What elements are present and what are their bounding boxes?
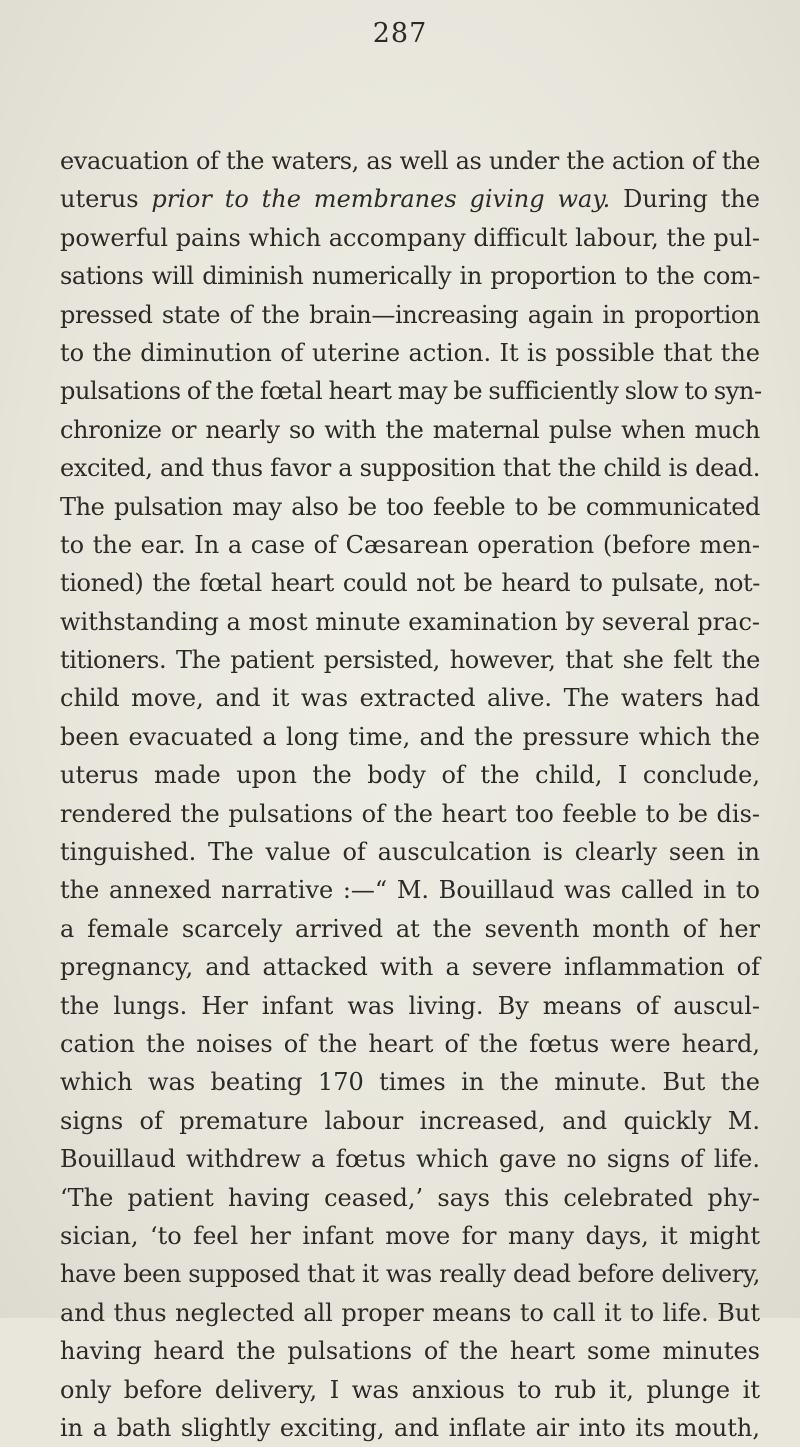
text-line: excited, and thus favor a supposition that the child is dead. <box>60 454 760 483</box>
text-line: The pulsation may also be too feeble to be communicated <box>60 492 760 521</box>
text-line: have been supposed that it was really dead before delivery, <box>60 1260 760 1289</box>
text-line: Bouillaud withdrew a fœtus which gave no signs of life. <box>60 1145 760 1174</box>
text-line: powerful pains which accompany difficult labour, the pul- <box>60 223 760 252</box>
text-line <box>60 180 760 218</box>
text-line: child move, and it was extracted alive. The waters had <box>60 684 760 713</box>
text-line: a female scarcely arrived at the seventh month of her <box>60 914 760 943</box>
text-line: withstanding a most minute examination by several prac- <box>60 607 760 636</box>
text-line: the lungs. Her infant was living. By means of auscul- <box>60 991 760 1020</box>
text-line: pregnancy, and attacked with a severe inflammation of <box>60 953 760 982</box>
text-line: sician, ‘to feel her infant move for many days, it might <box>60 1221 760 1250</box>
text-line: and thus neglected all proper means to call it to life. But <box>60 1298 760 1327</box>
body-text <box>60 142 760 1447</box>
page-number: 287 <box>372 18 428 49</box>
text-line: pressed state of the brain—increasing again in proportion <box>60 300 760 329</box>
text-line: which was beating 170 times in the minute. But the <box>60 1068 760 1097</box>
text-line: to the ear. In a case of Cæsarean operation (before men- <box>60 530 760 559</box>
text-line: only before delivery, I was anxious to rub it, plunge it <box>60 1375 760 1404</box>
text-line: cation the noises of the heart of the fœtus were heard, <box>60 1029 760 1058</box>
text-line: having heard the pulsations of the heart some minutes <box>60 1337 760 1366</box>
text-line: in a bath slightly exciting, and inflate air into its mouth, <box>60 1413 760 1442</box>
text-line: uterus made upon the body of the child, I conclude, <box>60 761 760 790</box>
text-line: chronize or nearly so with the maternal pulse when much <box>60 415 760 444</box>
text-line: pulsations of the fœtal heart may be sufficiently slow to syn- <box>60 377 762 406</box>
text-line: signs of premature labour increased, and quickly M. <box>60 1106 760 1135</box>
italic-text-run: prior to the membranes giving way. <box>151 185 611 214</box>
text-run: uterus <box>60 185 152 214</box>
text-line: tioned) the fœtal heart could not be heard to pulsate, not- <box>60 569 760 598</box>
text-line: rendered the pulsations of the heart too feeble to be dis- <box>60 799 760 828</box>
text-line: been evacuated a long time, and the pressure which the <box>60 722 760 751</box>
text-line: tinguished. The value of ausculcation is clearly seen in <box>60 838 760 867</box>
text-line: the annexed narrative :—“ M. Bouillaud was called in to <box>60 876 760 905</box>
text-line: evacuation of the waters, as well as under the action of the <box>60 147 760 175</box>
text-run: During the <box>610 185 760 214</box>
text-line: ‘The patient having ceased,’ says this celebrated phy- <box>60 1183 760 1212</box>
text-line: sations will diminish numerically in proportion to the com- <box>60 262 760 291</box>
text-line: titioners. The patient persisted, however, that she felt the <box>60 646 760 675</box>
text-line: to the diminution of uterine action. It is possible that the <box>60 338 760 367</box>
